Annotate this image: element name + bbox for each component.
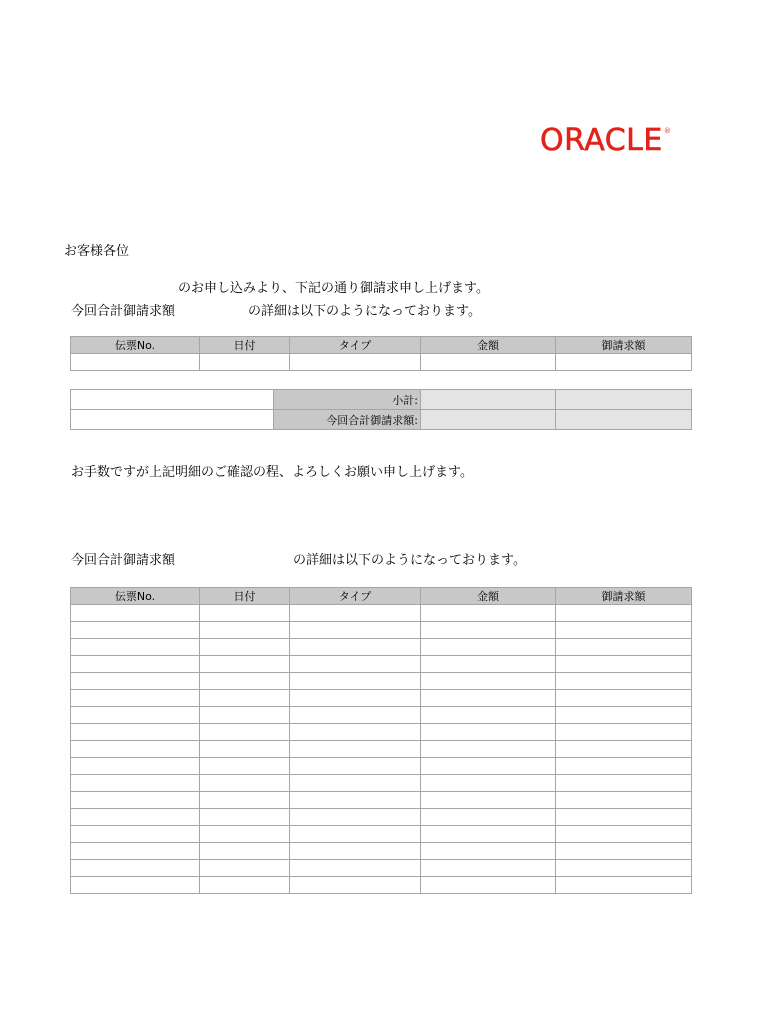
table-row xyxy=(71,724,692,741)
header-type: タイプ xyxy=(290,588,421,605)
total-label: 今回合計御請求額: xyxy=(274,410,421,430)
header-date: 日付 xyxy=(200,337,290,354)
header-slip-no: 伝票No. xyxy=(71,337,200,354)
section2-text: の詳細は以下のようになっております。 xyxy=(293,553,526,568)
total-row xyxy=(71,410,692,430)
header-amount: 金額 xyxy=(421,337,556,354)
closing-text: お手数ですが上記明細のご確認の程、よろしくお願い申し上げます。 xyxy=(71,465,473,480)
table-header-row xyxy=(71,337,692,354)
table-row xyxy=(71,792,692,809)
table-row xyxy=(71,690,692,707)
intro-line-2-label: 今回合計御請求額 xyxy=(71,304,176,319)
table-row xyxy=(71,656,692,673)
section2-label: 今回合計御請求額 xyxy=(71,553,176,568)
intro-line-2-text: の詳細は以下のようになっております。 xyxy=(248,304,481,319)
table-row xyxy=(71,809,692,826)
table-row xyxy=(71,605,692,622)
oracle-logo: ORACLE® xyxy=(540,123,672,158)
intro-line-1: のお申し込みより、下記の通り御請求申し上げます。 xyxy=(178,281,489,296)
table-row xyxy=(71,758,692,775)
header-billed-amount: 御請求額 xyxy=(556,337,692,354)
subtotal-row xyxy=(71,390,692,410)
table-row xyxy=(71,860,692,877)
detail-table-1 xyxy=(70,336,692,371)
table-row xyxy=(71,741,692,758)
table-header-row xyxy=(71,588,692,605)
header-amount: 金額 xyxy=(421,588,556,605)
table-row xyxy=(71,843,692,860)
table-row xyxy=(71,354,692,371)
subtotal-label: 小計: xyxy=(274,390,421,410)
salutation: お客様各位 xyxy=(64,244,130,259)
header-date: 日付 xyxy=(200,588,290,605)
table-row xyxy=(71,877,692,894)
table-row xyxy=(71,826,692,843)
detail-table-2 xyxy=(70,587,692,894)
summary-table xyxy=(70,389,692,430)
table-row xyxy=(71,639,692,656)
header-slip-no: 伝票No. xyxy=(71,588,200,605)
header-type: タイプ xyxy=(290,337,421,354)
table-row xyxy=(71,622,692,639)
table-row xyxy=(71,775,692,792)
header-billed-amount: 御請求額 xyxy=(556,588,692,605)
table-row xyxy=(71,673,692,690)
table-row xyxy=(71,707,692,724)
